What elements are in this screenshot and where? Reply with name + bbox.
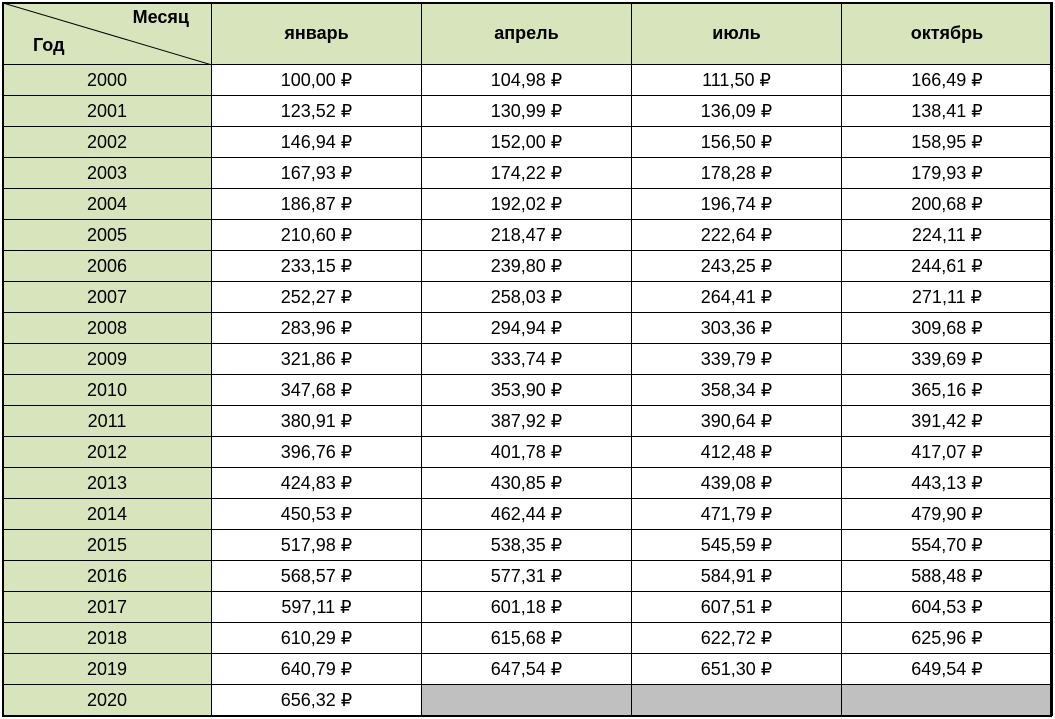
value-cell[interactable]: 517,98 ₽ — [212, 530, 422, 561]
value-cell[interactable]: 347,68 ₽ — [212, 375, 422, 406]
year-cell[interactable]: 2019 — [3, 654, 212, 685]
year-cell[interactable]: 2000 — [3, 65, 212, 96]
value-cell[interactable]: 258,03 ₽ — [422, 282, 632, 313]
year-cell[interactable]: 2001 — [3, 96, 212, 127]
value-cell[interactable]: 622,72 ₽ — [632, 623, 842, 654]
price-table — [2, 2, 1053, 716]
table-row — [3, 685, 1053, 716]
value-cell[interactable]: 156,50 ₽ — [632, 127, 842, 158]
value-cell[interactable]: 104,98 ₽ — [422, 65, 632, 96]
empty-cell[interactable] — [632, 685, 842, 716]
value-cell[interactable]: 152,00 ₽ — [422, 127, 632, 158]
value-cell[interactable]: 158,95 ₽ — [842, 127, 1053, 158]
year-cell[interactable]: 2002 — [3, 127, 212, 158]
table-row — [3, 313, 1053, 344]
table-row — [3, 468, 1053, 499]
value-cell[interactable]: 333,74 ₽ — [422, 344, 632, 375]
table-row — [3, 189, 1053, 220]
corner-year-label: Год — [33, 35, 65, 55]
table-row — [3, 561, 1053, 592]
value-cell[interactable]: 588,48 ₽ — [842, 561, 1053, 592]
year-cell[interactable]: 2017 — [3, 592, 212, 623]
year-cell[interactable]: 2013 — [3, 468, 212, 499]
corner-month-label: Месяц — [132, 7, 189, 27]
value-cell[interactable]: 111,50 ₽ — [632, 65, 842, 96]
value-cell[interactable]: 321,86 ₽ — [212, 344, 422, 375]
value-cell[interactable]: 244,61 ₽ — [842, 251, 1053, 282]
value-cell[interactable]: 625,96 ₽ — [842, 623, 1053, 654]
value-cell[interactable]: 391,42 ₽ — [842, 406, 1053, 437]
table-row — [3, 499, 1053, 530]
year-cell[interactable]: 2010 — [3, 375, 212, 406]
table-row — [3, 96, 1053, 127]
value-cell[interactable]: 218,47 ₽ — [422, 220, 632, 251]
value-cell[interactable]: 545,59 ₽ — [632, 530, 842, 561]
value-cell[interactable]: 607,51 ₽ — [632, 592, 842, 623]
value-cell[interactable]: 353,90 ₽ — [422, 375, 632, 406]
value-cell[interactable]: 192,02 ₽ — [422, 189, 632, 220]
value-cell[interactable]: 554,70 ₽ — [842, 530, 1053, 561]
year-cell[interactable]: 2014 — [3, 499, 212, 530]
table-row — [3, 406, 1053, 437]
value-cell[interactable]: 146,94 ₽ — [212, 127, 422, 158]
value-cell[interactable]: 200,68 ₽ — [842, 189, 1053, 220]
value-cell[interactable]: 358,34 ₽ — [632, 375, 842, 406]
value-cell[interactable]: 210,60 ₽ — [212, 220, 422, 251]
value-cell[interactable]: 396,76 ₽ — [212, 437, 422, 468]
value-cell[interactable]: 339,79 ₽ — [632, 344, 842, 375]
value-cell[interactable]: 615,68 ₽ — [422, 623, 632, 654]
value-cell[interactable]: 380,91 ₽ — [212, 406, 422, 437]
value-cell[interactable]: 656,32 ₽ — [212, 685, 422, 716]
value-cell[interactable]: 401,78 ₽ — [422, 437, 632, 468]
value-cell[interactable]: 640,79 ₽ — [212, 654, 422, 685]
value-cell[interactable]: 303,36 ₽ — [632, 313, 842, 344]
year-cell[interactable]: 2020 — [3, 685, 212, 716]
value-cell[interactable]: 601,18 ₽ — [422, 592, 632, 623]
value-cell[interactable]: 538,35 ₽ — [422, 530, 632, 561]
header-row — [3, 3, 1053, 65]
value-cell[interactable]: 196,74 ₽ — [632, 189, 842, 220]
year-cell[interactable]: 2007 — [3, 282, 212, 313]
column-header-april[interactable]: апрель — [422, 3, 632, 65]
value-cell[interactable]: 224,11 ₽ — [842, 220, 1053, 251]
value-cell[interactable]: 339,69 ₽ — [842, 344, 1053, 375]
value-cell[interactable]: 450,53 ₽ — [212, 499, 422, 530]
table-row — [3, 530, 1053, 561]
value-cell[interactable]: 604,53 ₽ — [842, 592, 1053, 623]
table-row — [3, 375, 1053, 406]
value-cell[interactable]: 136,09 ₽ — [632, 96, 842, 127]
value-cell[interactable]: 651,30 ₽ — [632, 654, 842, 685]
value-cell[interactable]: 610,29 ₽ — [212, 623, 422, 654]
table-row — [3, 654, 1053, 685]
year-cell[interactable]: 2012 — [3, 437, 212, 468]
value-cell[interactable]: 283,96 ₽ — [212, 313, 422, 344]
year-cell[interactable]: 2008 — [3, 313, 212, 344]
value-cell[interactable]: 239,80 ₽ — [422, 251, 632, 282]
value-cell[interactable]: 309,68 ₽ — [842, 313, 1053, 344]
column-header-july[interactable]: июль — [632, 3, 842, 65]
value-cell[interactable]: 271,11 ₽ — [842, 282, 1053, 313]
value-cell[interactable]: 365,16 ₽ — [842, 375, 1053, 406]
value-cell[interactable]: 471,79 ₽ — [632, 499, 842, 530]
column-header-january[interactable]: январь — [212, 3, 422, 65]
empty-cell[interactable] — [842, 685, 1053, 716]
value-cell[interactable]: 179,93 ₽ — [842, 158, 1053, 189]
value-cell[interactable]: 138,41 ₽ — [842, 96, 1053, 127]
value-cell[interactable]: 443,13 ₽ — [842, 468, 1053, 499]
value-cell[interactable]: 123,52 ₽ — [212, 96, 422, 127]
corner-header-cell[interactable] — [3, 3, 212, 65]
year-cell[interactable]: 2005 — [3, 220, 212, 251]
value-cell[interactable]: 387,92 ₽ — [422, 406, 632, 437]
value-cell[interactable]: 479,90 ₽ — [842, 499, 1053, 530]
value-cell[interactable]: 166,49 ₽ — [842, 65, 1053, 96]
value-cell[interactable]: 167,93 ₽ — [212, 158, 422, 189]
value-cell[interactable]: 584,91 ₽ — [632, 561, 842, 592]
year-cell[interactable]: 2018 — [3, 623, 212, 654]
value-cell[interactable]: 264,41 ₽ — [632, 282, 842, 313]
table-row — [3, 127, 1053, 158]
value-cell[interactable]: 100,00 ₽ — [212, 65, 422, 96]
year-cell[interactable]: 2016 — [3, 561, 212, 592]
table-row — [3, 251, 1053, 282]
value-cell[interactable]: 294,94 ₽ — [422, 313, 632, 344]
empty-cell[interactable] — [422, 685, 632, 716]
value-cell[interactable]: 390,64 ₽ — [632, 406, 842, 437]
value-cell[interactable]: 462,44 ₽ — [422, 499, 632, 530]
table-row — [3, 65, 1053, 96]
value-cell[interactable]: 178,28 ₽ — [632, 158, 842, 189]
table-row — [3, 220, 1053, 251]
value-cell[interactable]: 233,15 ₽ — [212, 251, 422, 282]
value-cell[interactable]: 568,57 ₽ — [212, 561, 422, 592]
column-header-october[interactable]: октябрь — [842, 3, 1053, 65]
year-cell[interactable]: 2009 — [3, 344, 212, 375]
value-cell[interactable]: 439,08 ₽ — [632, 468, 842, 499]
year-cell[interactable]: 2004 — [3, 189, 212, 220]
year-cell[interactable]: 2003 — [3, 158, 212, 189]
year-cell[interactable]: 2011 — [3, 406, 212, 437]
value-cell[interactable]: 243,25 ₽ — [632, 251, 842, 282]
value-cell[interactable]: 222,64 ₽ — [632, 220, 842, 251]
value-cell[interactable]: 252,27 ₽ — [212, 282, 422, 313]
table-row — [3, 158, 1053, 189]
table-row — [3, 592, 1053, 623]
value-cell[interactable]: 649,54 ₽ — [842, 654, 1053, 685]
year-cell[interactable]: 2006 — [3, 251, 212, 282]
value-cell[interactable]: 597,11 ₽ — [212, 592, 422, 623]
value-cell[interactable]: 424,83 ₽ — [212, 468, 422, 499]
value-cell[interactable]: 577,31 ₽ — [422, 561, 632, 592]
value-cell[interactable]: 174,22 ₽ — [422, 158, 632, 189]
value-cell[interactable]: 186,87 ₽ — [212, 189, 422, 220]
table-row — [3, 282, 1053, 313]
table-body — [3, 65, 1053, 716]
value-cell[interactable]: 430,85 ₽ — [422, 468, 632, 499]
value-cell[interactable]: 417,07 ₽ — [842, 437, 1053, 468]
value-cell[interactable]: 130,99 ₽ — [422, 96, 632, 127]
value-cell[interactable]: 647,54 ₽ — [422, 654, 632, 685]
table-row — [3, 437, 1053, 468]
value-cell[interactable]: 412,48 ₽ — [632, 437, 842, 468]
year-cell[interactable]: 2015 — [3, 530, 212, 561]
table-row — [3, 344, 1053, 375]
table-row — [3, 623, 1053, 654]
